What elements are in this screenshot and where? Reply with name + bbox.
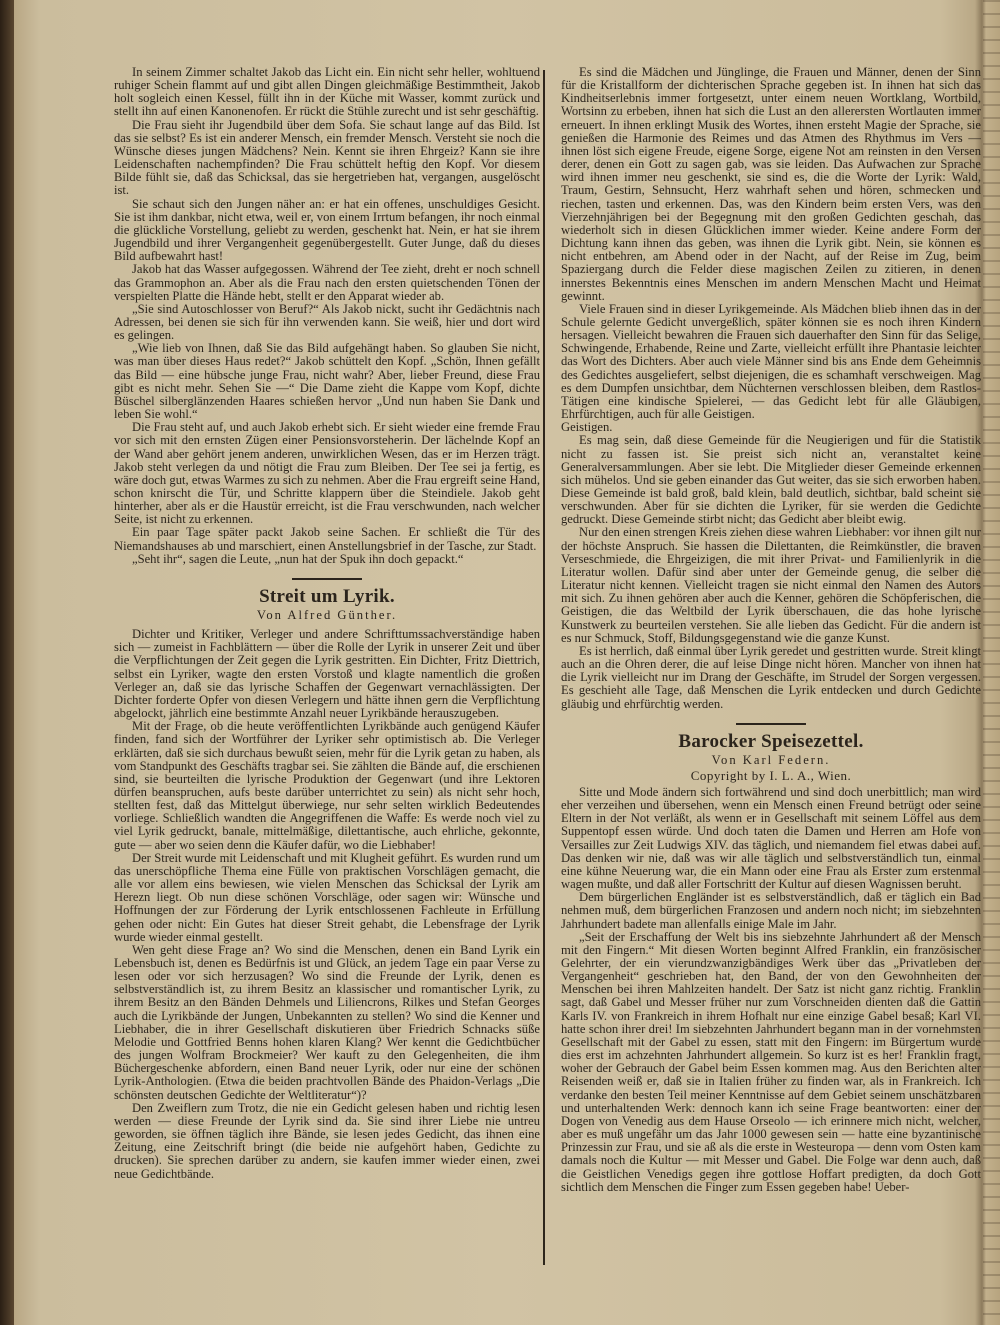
paragraph: Es mag sein, daß diese Gemeinde für die Neugierigen und für die Statistik nicht zu fassen ist. Sie preist sich nicht an, veranstaltet keine Generalversammlungen. Aber sie lebt. Die Mitglieder dieser Gemeinde erkennen sich mühelos. Und sie geben einander das Gut weiter, das sie sich erworben haben. Diese Gemeinde ist bald groß, bald klein, bald deutlich, sichtbar, bald scheint sie verschwunden. Aber für sie dichten die Lyriker, für sie werden die Gedichte gedruckt. Diese Gemeinde stirbt nicht; das Gedicht aber bleibt ewig. [561,433,981,527]
paragraph: Dem bürgerlichen Engländer ist es selbstverständlich, daß er täglich ein Bad nehmen muß, dem bürgerlichen Franzosen und andern noch nicht; im siebzehnten Jahrhundert badete man allenfalls einige Male im Jahr. [561,890,981,931]
paragraph: Dichter und Kritiker, Verleger und andere Schrifttumssachverständige haben sich — zumeist in Fachblättern — über die Rolle der Lyrik in unserer Zeit und über die Verpflichtungen der Zeit gegen die Lyrik gestritten. Ein Dichter, Fritz Diettrich, selbst ein Lyriker, wagte den ersten Vorstoß und klagte namentlich die großen Verleger an, daß sie das lyrische Schaffen der Gegenwart vernachlässigten. Der Dichter forderte Opfer von diesen Verlegern und hätte ihnen gern die Verpflichtung abgelockt, jährlich eine bestimmte Anzahl neuer Lyrikbände herauszugeben. [114,627,540,721]
section-rule [292,578,362,580]
adjacent-page-edge [983,0,1000,1325]
story-ending [114,66,540,566]
paragraph: Die Frau sieht ihr Jugendbild über dem Sofa. Sie schaut lange auf das Bild. Ist das sie selbst? Es ist ein anderer Mensch, ein fremder Mensch. Versteht sie noch die Wünsche dieses jungen Mädchens? Nein. Kennt sie ihren Ehrgeiz? Kann sie ihre Leidenschaften nachempfinden? Die Frau schüttelt heftig den Kopf. Vor diesem Bilde fühlt sie, daß das Schicksal, das sie hergetrieben hat, vergangen, ausgelöscht ist. [114,117,540,198]
section-rule [736,723,806,725]
paragraph: „Seit der Erschaffung der Welt bis ins siebzehnte Jahrhundert aß der Mensch mit den Fingern.“ Mit diesen Worten beginnt Alfred Franklin, ein französischer Gelehrter, der ein vierundzwanzigbändiges Werk über das „Privatleben der Vergangenheit“ geschrieben hat, den Band, der von den Gewohnheiten der Menschen bei ihren Mahlzeiten handelt. Der Satz ist nicht ganz richtig. Franklin sagt, daß Gabel und Messer früher nur zum Vorschneiden dienten daß die Gattin Karls IV. von Frankreich in ihrem Hofhalt nur eine einzige Gabel besaß; Karl VI. hatte schon ihrer drei! Im siebzehnten Jahrhundert begann man in der vornehmsten Gesellschaft mit der Gabel zu essen, statt mit den Fingern: im Bürgertum wurde dies erst im achzehnten Jahrhundert allgemein. So kurz ist es her! Franklin fragt, woher der Gebrauch der Gabel beim Essen kommen mag. Aus den Berichten alter Reisenden weiß er, daß sie in Italien früher zu finden war, als in Frankreich. Ich verdanke den besten Teil meiner Kenntnisse auf dem Gebiet seinem unschätzbaren und unterhaltenden Werk: dennoch kann ich seine Frage beantworten: einer der Dogen von Venedig aus dem Hause Orseolo — ich erinnere mich nicht, welcher, aber es muß ungefähr um das Jahr 1000 gewesen sein — hatte eine byzantinische Prinzessin zur Frau, und sie aß als die erste in Westeuropa — denn vom Osten kam damals noch die Kultur — mit Messer und Gabel. Die Folge war denn auch, daß die Geistlichen Venedigs gegen ihre gottlose Hoffart predigten, da doch Gott sichtlich dem Menschen die Finger zum Essen gegeben habe! Ueber- [561,929,981,1194]
paragraph: Es sind die Mädchen und Jünglinge, die Frauen und Männer, denen der Sinn für die Kristallform der dichterischen Sprache gegeben ist. In ihnen hat sich das Kindheitserlebnis immer fortgesetzt, unter einem neuen Wortklang, Wortbild, Wortsinn zu erbeben, ihnen hat sich die Lust an den allerersten Wortlauten immer erneuert. In ihnen erklingt Musik des Wortes, ihnen ersteht Magie der Sprache, sie genießen die Harmonie des Reimes und das Atmen des Rhythmus im Vers — ihnen löst sich eigene Freude, eigene Sorge, eigene Not am reinsten in den Versen derer, denen ein Gott zu sagen gab, was sie leiden. Das Aufwachen zur Sprache wird ihnen immer neu geschenkt, sie sind es, die die Worte der Lyrik: Wald, Traum, Gestirn, Sehnsucht, Herz wahrhaft sehen und hören, schmecken und riechen, tasten und erkennen. Das, was den Kindern beim ersten Vers, was den Vierzehnjährigen bei der Begegnung mit den großen Gedichten geschah, das wiederholt sich in diesen Glücklichen immer wieder. Keine andere Form der Dichtung kann ihnen das geben, was ihnen die Lyrik gibt. Nein, sie können es nicht entbehren, am Abend oder in der Nacht, auf der Reise im Zug, beim Spaziergang durch die Felder diese magischen Zeilen zu zitieren, in denen innerstes Bekenntnis eines Menschen im andern Menschen Macht und Heimat gewinnt. [561,66,981,303]
paragraph: „Seht ihr“, sagen die Leute, „nun hat der Spuk ihn doch gepackt.“ [132,551,464,566]
column-divider [543,70,545,1265]
paragraph: Der Streit wurde mit Leidenschaft und mit Klugheit geführt. Es wurden rund um das unerschöpfliche Thema eine Fülle von praktischen Vorschlägen gemacht, die alle vor allem eins bewiesen, wie vielen Menschen das Schicksal der Lyrik am Herezn liegt. Ob nun diese schönen Vorschläge, oder sagen wir: Wünsche und Hoffnungen der zur Förderung der Lyrik entschlossenen Fachleute in Erfüllung gehen oder nicht: Ein Gutes hat dieser Streit gehabt, die Lebensfrage der Lyrik wurde wieder einmal gestellt. [114,850,540,944]
paragraph: Jakob hat das Wasser aufgegossen. Während der Tee zieht, dreht er noch schnell das Grammophon an. Aber als die Frau nach den ersten quietschenden Tönen der verspielten Platte die Hände hebt, stellt er den Apparat wieder ab. [114,262,540,303]
paragraph: Wen geht diese Frage an? Wo sind die Menschen, denen ein Band Lyrik ein Lebensbuch ist, denen es Bedürfnis ist und Glück, an jedem Tage ein paar Verse zu lesen oder vor sich herzusagen? Wo sind die Freunde der Lyrik, denen es selbstverständlich ist, zu ihrem Besitz an klassischer und romantischer Lyrik, zu ihrem Besitz an den Bänden Dehmels und Liliencrons, Rilkes und Stefan Georges auch die Lyrikbände der Jungen, Unbekannten zu stellen? Wo sind die Kenner und Liebhaber, die in ihrer Gesellschaft diskutieren über Friedrich Schnacks süße Melodie und Gottfried Benns hohen klaren Klang? Wer kennt die Gedichtbücher des jungen Wolfram Brockmeier? Wer kauft zu den Gelegenheiten, die ihm Büchergeschenke abfordern, einen Band neuer Lyrik, oder nur eine der schönen Lyrik-Anthologien. (Etwa die beiden prachtvollen Bände des Phaidon-Verlags „Die schönsten deutschen Gedichte der Weltliteratur“)? [114,942,540,1102]
article-byline: Von Alfred Günther. [256,607,398,622]
paragraph: Viele Frauen sind in dieser Lyrikgemeinde. Als Mädchen blieb ihnen das in der Schule gelernte Gedicht unvergeßlich, später können sie es noch ihren Kindern hersagen. Vielleicht bewahren die Frauen sich dauerhafter den Sinn für das Selige, Schwingende, Erhabende, Reine und Zarte, vielleicht erfüllt ihre Phantasie leichter das Wort des Dichters. Aber auch viele Männer sind bis ans Ende dem Geheimnis des Gedichtes ausgeliefert, selbst diejenigen, die es schamhaft verschweigen. Mag es dem Dumpfen unsichtbar, dem Nüchternen verschlossen bleiben, dem Rastlos-Tätigen eine kindische Spielerei, — das Gedicht lebt für alle Gläubigen, Ehrfürchtigen, auch für alle Geistigen. [561,301,981,422]
paragraph: Den Zweiflern zum Trotz, die nie ein Gedicht gelesen haben und richtig lesen werden — diese Freunde der Lyrik sind da. Sie sind ihrer Liebe nie untreu geworden, sie öffnen täglich ihre Bände, sie lesen jedes Gedicht, das ihnen eine Zeitung, eine Zeitschrift bringt (die beide nie aufgehört haben, Gedichte zu drucken). Sie sprechen darüber zu andern, sie kaufen immer wieder einen, zwei neue Gedichtbände. [114,1100,540,1181]
paragraph: „Wie lieb von Ihnen, daß Sie das Bild aufgehängt haben. So glauben Sie nicht, was man über dieses Haus redet?“ Jakob schüttelt den Kopf. „Schön, Ihnen gefällt das Bild — eine hübsche junge Frau, nicht wahr? Aber, lieber Freund, diese Frau gibt es nicht mehr. Sehen Sie —“ Die Dame zieht die Kappe vom Kopf, dichte Büschel silberglänzenden Haares schießen hervor „Und nun haben Sie Dank und leben Sie wohl.“ [114,341,540,422]
copyright-notice: Copyright by I. L. A., Wien. [690,767,852,783]
right-column [561,66,981,1246]
paragraph: Es ist herrlich, daß einmal über Lyrik geredet und gestritten wurde. Streit klingt auch an die Ohren derer, die auf leise Dinge nicht hören. Mancher von ihnen hat die Lyrik vielleicht nur im Drang der Geschäfte, im Strudel der Sorgen vergessen. Es geschieht alle Tage, daß Menschen die Lyrik entdecken und durch Gedichte gläubig und ehrfürchtig werden. [561,643,981,711]
left-column [114,66,540,1256]
paragraph: Nur den einen strengen Kreis ziehen diese wahren Liebhaber: vor ihnen gilt nur der höchste Anspruch. Sie hassen die Dilettanten, die Reimkünstler, die braven Verseschmiede, die Ehrgeizigen, die mit ihrer Privat- und Familienlyrik in die Literatur wollen. Dafür sind aber unter der Gemeinde genug, die selber die Literatur nicht kennen. Vielleicht tragen sie nicht einmal den Namen des Autors mit sich. Zu ihnen gehören aber auch die Kenner, gehören die Schöpferischen, die Geistigen, die das Weltbild der Lyrik überschauen, die das hohe lyrische Kunstwerk zu beurteilen verstehen. Sie alle lieben das Gedicht. Für die andern ist es nur Schmuck, Stoff, Bildungsgegenstand wie die ganze Kunst. [561,525,981,645]
article-barocker-speisezettel [561,731,981,1194]
paragraph: Sie schaut sich den Jungen näher an: er hat ein offenes, unschuldiges Gesicht. Sie ist ihm dankbar, nicht etwa, weil er, von einem Irrtum befangen, ihr noch einmal die glückliche Vorstellung, geliebt zu werden, geschenkt hat. Nein, er hat sie ihrem Jugendbild und ihrer Vergangenheit gegenübergestellt. Guter Junge, daß du dieses Bild aufbewahrt hast! [114,196,540,264]
paragraph: Die Frau steht auf, und auch Jakob erhebt sich. Er sieht wieder eine fremde Frau vor sich mit den ernsten Zügen einer Pensionsvorsteherin. Der lächelnde Kopf an der Wand aber gehört jenem anderen, unwirklichen Wesen, das er im Herzen trägt. Jakob steht verlegen da und nötigt die Frau zum Bleiben. Der Tee sei ja fertig, es wäre doch gut, etwas Warmes zu sich zu nehmen. Aber die Frau ergreift seine Hand, schon knirscht die Tür, und Schritte klappern über die Steindiele. Jakob geht hinterher, aber als er die Haustür erreicht, ist die Frau verschwunden, nach welcher Seite, ist nicht zu erkennen. [114,420,540,527]
paragraph: In seinem Zimmer schaltet Jakob das Licht ein. Ein nicht sehr heller, wohltuend ruhiger Schein flammt auf und gibt allen Dingen gleichmäßige Bestimmtheit, Jakob holt sogleich einen Kessel, füllt ihn in der Küche mit Wasser, kommt zurück und stellt ihn auf einen Kanonenofen. Er rückt die Stühle zurecht und ist sehr geschäftig. [114,66,540,119]
paragraph: Sitte und Mode ändern sich fortwährend und sind doch unerbittlich; man wird eher verzeihen und übersehen, wenn ein Mensch einen Freund betrügt oder seine Eltern in der Not verläßt, als wenn er in Gesellschaft mit seinem Löffel aus dem Suppentopf essen würde. Und doch taten die Damen und Herren am Hofe von Versailles zur Zeit Ludwigs XIV. das täglich, und niemandem fiel etwas dabei auf. Das denken wir nie, daß was wir alle täglich und selbstverständlich tun, einmal eine kühne Neuerung war, die ein Mann oder eine Frau als Erster zum erstenmal wagen mußte, und daß aller Fortschritt der Kultur auf diesen Wagnissen beruht. [561,784,981,892]
article-streit-um-lyrik-continued [561,66,981,711]
article-streit-um-lyrik [114,586,540,1181]
paragraph: Ein paar Tage später packt Jakob seine Sachen. Er schließt die Tür des Niemandshauses ab und marschiert, einen Anstellungsbrief in der Tasche, zur Stadt. [114,525,540,553]
article-title: Barocker Speisezettel. [678,730,864,752]
paragraph: Geistigen. [561,420,613,435]
paragraph: „Sie sind Autoschlosser von Beruf?“ Als Jakob nickt, sucht ihr Gedächtnis nach Adressen, bei denen sie sich für ihn verwenden kann. Sie weiß, hier und dort wird es gelingen. [114,301,540,343]
paragraph: Mit der Frage, ob die heute veröffentlichten Lyrikbände auch genügend Käufer finden, fand sich der Wortführer der Lyriker sehr optimistisch ab. Die Verleger erklärten, daß sie sich durchaus bewußt seien, mehr für die Lyrik getan zu haben, als vom Standpunkt des Geschäfts tragbar sei. Sie zählten die Bände auf, die erschienen sind, sie beurteilten die lyrische Produktion der Gegenwart (und ihre Lektoren dürfen beanspruchen, aufs beste darüber unterrichtet zu sein) als nicht sehr hoch, stellten fest, daß das Mittelgut überwiege, nur sehr selten wirklich Bedeutendes vorliege. Schließlich wandten die Angegriffenen die Waffe: Es werde noch viel zu viel Lyrik gedruckt, banale, mittelmäßige, dilettantische, auch ehrliche, gekonnte, gute — aber wo seien denn die Käufer dafür, wo die Liebhaber! [114,719,540,852]
article-title: Streit um Lyrik. [259,585,395,607]
book-binding-edge [0,0,14,1325]
article-byline: Von Karl Federn. [711,752,831,767]
